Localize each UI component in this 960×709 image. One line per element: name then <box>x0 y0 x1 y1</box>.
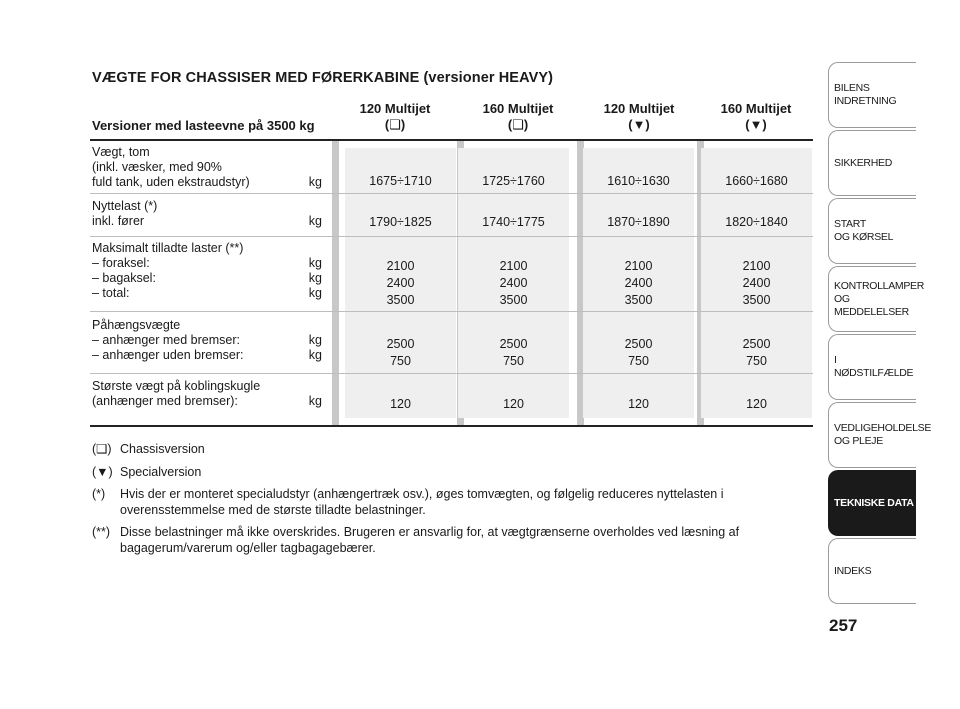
footnote <box>92 465 752 481</box>
row-label-line <box>92 333 322 348</box>
cell-value: 750 <box>746 354 767 368</box>
row-unit: kg <box>308 256 322 270</box>
cell-value: 2100 <box>499 259 528 273</box>
row-label-text: fuld tank, uden ekstraudstyr) <box>92 175 250 189</box>
table-cell <box>583 336 694 370</box>
row-unit: kg <box>308 214 322 228</box>
table-cell <box>458 396 569 413</box>
row-label-line <box>92 214 322 229</box>
cell-value: 2500 <box>624 337 653 351</box>
cell-value: 2400 <box>499 276 528 290</box>
table-cell <box>458 336 569 370</box>
chapter-tab-label: OG PLEJE <box>834 435 883 447</box>
table-cell <box>458 173 569 190</box>
row-label-line <box>92 318 322 333</box>
table-cell <box>583 258 694 309</box>
chapter-tab[interactable] <box>828 334 916 400</box>
row-label-line <box>92 379 322 394</box>
row-label-line <box>92 199 322 214</box>
row-label-text: – anhænger uden bremser: <box>92 348 244 362</box>
table-cell <box>701 214 812 231</box>
column-header-name: 120 Multijet <box>359 101 431 116</box>
row-label-line <box>92 271 322 286</box>
cell-value: 2100 <box>386 259 415 273</box>
row-label <box>92 199 322 229</box>
footnote-text: Hvis der er monteret specialudstyr (anhængertræk osv.), øges tomvægten, og følgelig reduceres nyttelasten i overensstemmelse med de største tilladte belastninger. <box>120 487 724 517</box>
row-label-text: – bagaksel: <box>92 271 156 285</box>
table-cell <box>701 173 812 190</box>
row-label-text: Maksimalt tilladte laster (**) <box>92 241 244 255</box>
table-bottom-rule <box>90 425 813 427</box>
row-unit: kg <box>308 394 322 408</box>
cell-value: 2500 <box>742 337 771 351</box>
chapter-tab[interactable] <box>828 130 916 196</box>
column-header-symbol: (▼) <box>628 117 650 132</box>
row-label-line <box>92 286 322 301</box>
row-label-line <box>92 175 322 190</box>
chapter-tab[interactable] <box>828 402 932 468</box>
column-header-name: 160 Multijet <box>482 101 554 116</box>
cell-value: 2400 <box>742 276 771 290</box>
row-unit: kg <box>308 333 322 347</box>
chapter-tab-label: INDRETNING <box>834 95 897 107</box>
table-cell <box>345 336 456 370</box>
cell-value: 1820÷1840 <box>725 215 788 229</box>
footnote <box>92 442 752 458</box>
row-label-text: Største vægt på koblingskugle <box>92 379 261 393</box>
table-cell <box>583 173 694 190</box>
row-label-text: Vægt, tom <box>92 145 150 159</box>
cell-value: 1610÷1630 <box>607 174 670 188</box>
table-cell <box>458 214 569 231</box>
cell-value: 1790÷1825 <box>369 215 432 229</box>
row-label-line <box>92 256 322 271</box>
chapter-tab-label: TEKNISKE DATA <box>834 496 914 509</box>
row-unit: kg <box>308 286 322 300</box>
chapter-tab[interactable] <box>828 62 916 128</box>
footnotes <box>92 442 752 563</box>
cell-value: 2400 <box>386 276 415 290</box>
cell-value: 1870÷1890 <box>607 215 670 229</box>
row-label-text: – anhænger med bremser: <box>92 333 240 347</box>
chapter-tab-label: KONTROLLAMPER <box>834 279 925 292</box>
column-divider <box>332 141 339 425</box>
row-label <box>92 318 322 363</box>
row-unit: kg <box>308 175 322 189</box>
row-unit: kg <box>308 348 322 362</box>
cell-value: 2500 <box>499 337 528 351</box>
row-separator <box>90 236 813 237</box>
column-header <box>340 101 450 133</box>
row-label-text: – foraksel: <box>92 256 150 270</box>
row-label-text: (inkl. væsker, med 90% <box>92 160 222 174</box>
column-header-symbol: (❑) <box>384 117 406 132</box>
row-unit: kg <box>308 271 322 285</box>
table-cell <box>583 396 694 413</box>
cell-value: 1675÷1710 <box>369 174 432 188</box>
row-label <box>92 379 322 409</box>
cell-value: 3500 <box>624 293 653 307</box>
cell-value: 120 <box>628 397 649 411</box>
chapter-tab-label: START <box>834 218 866 230</box>
row-label-text: – total: <box>92 286 130 300</box>
page-number: 257 <box>829 616 858 635</box>
row-label-line <box>92 348 322 363</box>
column-header <box>584 101 694 133</box>
table-cell <box>345 258 456 309</box>
chapter-tab[interactable] <box>828 538 916 604</box>
cell-value: 750 <box>628 354 649 368</box>
cell-value: 3500 <box>499 293 528 307</box>
cell-value: 3500 <box>742 293 771 307</box>
column-header-name: 120 Multijet <box>603 101 675 116</box>
chapter-tab-label: SIKKERHED <box>834 156 892 169</box>
cell-value: 120 <box>503 397 524 411</box>
cell-value: 2500 <box>386 337 415 351</box>
table-cell <box>701 396 812 413</box>
cell-value: 120 <box>746 397 767 411</box>
row-label <box>92 241 322 301</box>
chapter-tab[interactable] <box>828 266 925 332</box>
chapter-tab[interactable] <box>828 470 916 536</box>
table-header-label: Versioner med lasteevne på 3500 kg <box>92 118 315 133</box>
table-cell <box>345 173 456 190</box>
table-cell <box>345 214 456 231</box>
footnote <box>92 525 752 556</box>
footnote-symbol: (❑) <box>92 442 112 456</box>
row-label-line <box>92 145 322 160</box>
footnote-text: Specialversion <box>120 464 202 479</box>
table-cell <box>701 336 812 370</box>
row-label <box>92 145 322 190</box>
footnote <box>92 487 752 518</box>
chapter-tab-label: I NØDSTILFÆLDE <box>834 354 914 379</box>
page-title: VÆGTE FOR CHASSISER MED FØRERKABINE (versioner HEAVY) <box>92 70 554 86</box>
table-cell <box>458 258 569 309</box>
column-header <box>701 101 811 133</box>
row-label-text: inkl. fører <box>92 214 145 228</box>
table-cell <box>583 214 694 231</box>
table-top-rule <box>90 139 813 141</box>
row-label-text: (anhænger med bremser): <box>92 394 238 408</box>
column-header-symbol: (▼) <box>745 117 767 132</box>
footnote-text: Disse belastninger må ikke overskrides. Brugeren er ansvarlig for, at vægtgrænserne overholdes ved læsning af bagagerum/varerum og/eller tagbagagebærer. <box>120 525 740 555</box>
row-separator <box>90 311 813 312</box>
row-label-text: Nyttelast (*) <box>92 199 158 213</box>
cell-value: 2400 <box>624 276 653 290</box>
footnote-symbol: (**) <box>92 525 111 539</box>
column-header <box>463 101 573 133</box>
cell-value: 120 <box>390 397 411 411</box>
chapter-tab-label: VEDLIGEHOLDELSE <box>834 422 932 434</box>
chapter-tab-label: OG KØRSEL <box>834 231 894 243</box>
cell-value: 2100 <box>624 259 653 273</box>
cell-value: 1740÷1775 <box>482 215 545 229</box>
row-separator <box>90 373 813 374</box>
cell-value: 3500 <box>386 293 415 307</box>
column-header-name: 160 Multijet <box>720 101 792 116</box>
row-label-text: Påhængsvægte <box>92 318 181 332</box>
row-separator <box>90 193 813 194</box>
chapter-tab[interactable] <box>828 198 916 264</box>
row-label-line <box>92 241 322 256</box>
chapter-tab-label: BILENS <box>834 82 870 94</box>
column-header-symbol: (❑) <box>507 117 529 132</box>
cell-value: 2100 <box>742 259 771 273</box>
footnote-symbol: (▼) <box>92 464 113 479</box>
chapter-tab-label: INDEKS <box>834 564 872 577</box>
footnote-text: Chassisversion <box>120 442 205 456</box>
cell-value: 750 <box>503 354 524 368</box>
chapter-tab-label: OG MEDDELELSER <box>834 292 909 318</box>
footnote-symbol: (*) <box>92 487 106 501</box>
table-cell <box>345 396 456 413</box>
cell-value: 750 <box>390 354 411 368</box>
table-cell <box>701 258 812 309</box>
row-label-line <box>92 160 322 175</box>
row-label-line <box>92 394 322 409</box>
cell-value: 1660÷1680 <box>725 174 788 188</box>
cell-value: 1725÷1760 <box>482 174 545 188</box>
